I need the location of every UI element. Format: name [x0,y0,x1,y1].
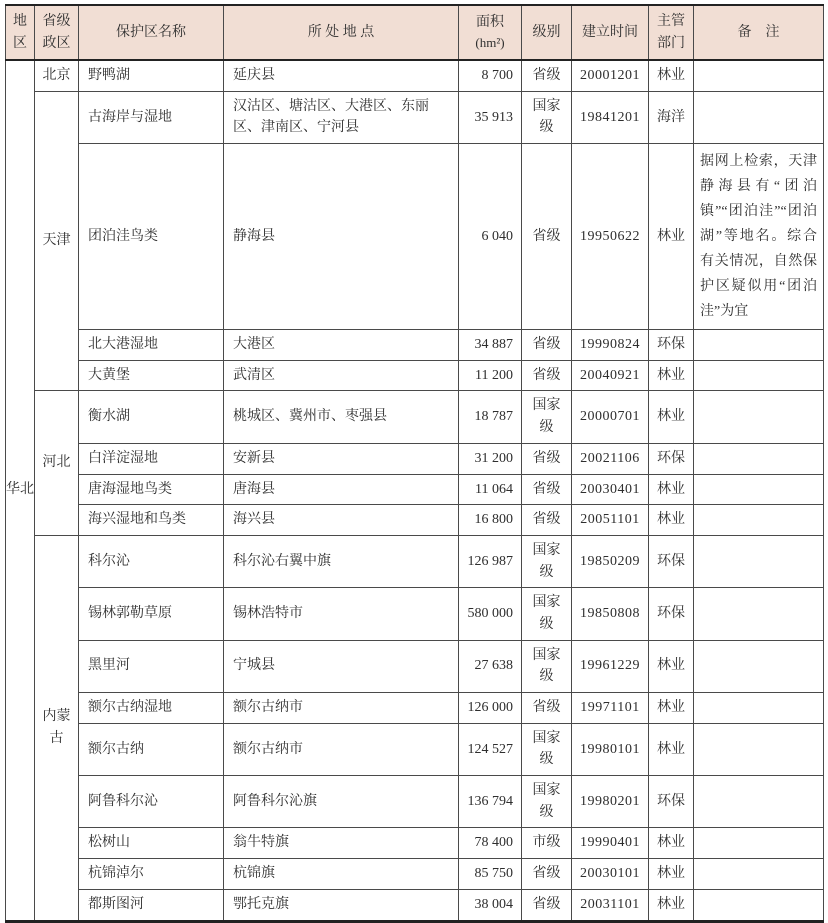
area-cell: 11 200 [459,360,522,391]
location-cell: 翁牛特旗 [224,828,459,859]
col-header-province: 省级政区 [35,5,79,60]
level-cell: 国家级 [522,776,572,828]
location-cell: 鄂托克旗 [224,889,459,921]
table-row [6,144,824,330]
department-cell: 环保 [649,588,694,640]
remark-cell [694,588,824,640]
table-row [6,535,824,587]
established-date-cell: 19850209 [572,535,649,587]
table-row [6,391,824,443]
reserve-name-cell: 额尔古纳 [79,723,224,775]
remark-cell [694,889,824,921]
level-cell: 省级 [522,144,572,330]
header-row [6,5,824,60]
area-cell: 124 527 [459,723,522,775]
remark-cell [694,535,824,587]
location-cell: 唐海县 [224,474,459,505]
table-row [6,474,824,505]
location-cell: 大港区 [224,330,459,361]
col-header-area [459,5,522,60]
department-cell: 林业 [649,505,694,536]
established-date-cell: 19850808 [572,588,649,640]
established-date-cell: 20040921 [572,360,649,391]
department-cell: 林业 [649,144,694,330]
province-cell: 天津 [35,91,79,391]
table-row [6,640,824,692]
area-cell: 126 987 [459,535,522,587]
col-header-date: 建立时间 [572,5,649,60]
col-header-name: 保护区名称 [79,5,224,60]
table-row [6,505,824,536]
level-cell: 省级 [522,60,572,91]
area-cell: 18 787 [459,391,522,443]
reserve-name-cell: 古海岸与湿地 [79,91,224,143]
department-cell: 林业 [649,391,694,443]
col-header-area-unit: (hm²) [475,35,505,51]
remark-cell [694,723,824,775]
level-cell: 国家级 [522,391,572,443]
established-date-cell: 19980201 [572,776,649,828]
reserve-name-cell: 团泊洼鸟类 [79,144,224,330]
table-body [6,60,824,921]
area-cell: 126 000 [459,693,522,724]
level-cell: 省级 [522,889,572,921]
level-cell: 国家级 [522,640,572,692]
table-row [6,776,824,828]
table-row [6,723,824,775]
area-cell: 38 004 [459,889,522,921]
reserve-name-cell: 松树山 [79,828,224,859]
level-cell: 省级 [522,330,572,361]
reserve-name-cell: 野鸭湖 [79,60,224,91]
reserve-name-cell: 衡水湖 [79,391,224,443]
col-header-level: 级别 [522,5,572,60]
location-cell: 锡林浩特市 [224,588,459,640]
col-header-dept: 主管部门 [649,5,694,60]
area-cell: 78 400 [459,828,522,859]
table-row [6,828,824,859]
reserve-name-cell: 额尔古纳湿地 [79,693,224,724]
col-header-region: 地区 [6,5,35,60]
department-cell: 林业 [649,828,694,859]
department-cell: 海洋 [649,91,694,143]
reserve-name-cell: 科尔沁 [79,535,224,587]
table-row [6,91,824,143]
reserve-name-cell: 唐海湿地鸟类 [79,474,224,505]
province-cell: 内蒙古 [35,535,79,921]
level-cell: 市级 [522,828,572,859]
location-cell: 额尔古纳市 [224,723,459,775]
nature-reserves-table [5,4,824,923]
established-date-cell: 19971101 [572,693,649,724]
established-date-cell: 20031101 [572,889,649,921]
remark-cell [694,443,824,474]
reserve-name-cell: 白洋淀湿地 [79,443,224,474]
established-date-cell: 20000701 [572,391,649,443]
reserve-name-cell: 海兴湿地和鸟类 [79,505,224,536]
level-cell: 国家级 [522,723,572,775]
remark-cell [694,474,824,505]
department-cell: 环保 [649,776,694,828]
table-row [6,443,824,474]
location-cell: 武清区 [224,360,459,391]
established-date-cell: 19990401 [572,828,649,859]
location-cell: 额尔古纳市 [224,693,459,724]
reserve-name-cell: 杭锦淖尔 [79,859,224,890]
nature-reserves-table-wrap [5,4,824,923]
location-cell: 静海县 [224,144,459,330]
department-cell: 林业 [649,889,694,921]
remark-cell [694,693,824,724]
location-cell: 杭锦旗 [224,859,459,890]
area-cell: 8 700 [459,60,522,91]
area-cell: 11 064 [459,474,522,505]
table-header [6,5,824,60]
established-date-cell: 19841201 [572,91,649,143]
established-date-cell: 19950622 [572,144,649,330]
location-cell: 海兴县 [224,505,459,536]
province-cell: 北京 [35,60,79,91]
level-cell: 国家级 [522,535,572,587]
established-date-cell: 19980101 [572,723,649,775]
established-date-cell: 20030101 [572,859,649,890]
department-cell: 林业 [649,859,694,890]
reserve-name-cell: 大黄堡 [79,360,224,391]
established-date-cell: 20021106 [572,443,649,474]
level-cell: 省级 [522,859,572,890]
col-header-location: 所 处 地 点 [224,5,459,60]
region-cell: 华北 [6,60,35,921]
remark-cell [694,91,824,143]
location-cell: 阿鲁科尔沁旗 [224,776,459,828]
department-cell: 林业 [649,640,694,692]
area-cell: 580 000 [459,588,522,640]
location-cell: 科尔沁右翼中旗 [224,535,459,587]
table-row [6,889,824,921]
reserve-name-cell: 黑里河 [79,640,224,692]
area-cell: 16 800 [459,505,522,536]
table-row [6,60,824,91]
reserve-name-cell: 阿鲁科尔沁 [79,776,224,828]
established-date-cell: 19961229 [572,640,649,692]
remark-cell [694,828,824,859]
remark-cell [694,776,824,828]
remark-cell [694,60,824,91]
department-cell: 林业 [649,723,694,775]
remark-cell [694,330,824,361]
level-cell: 省级 [522,693,572,724]
remark-cell [694,505,824,536]
department-cell: 环保 [649,535,694,587]
department-cell: 环保 [649,330,694,361]
established-date-cell: 20051101 [572,505,649,536]
location-cell: 延庆县 [224,60,459,91]
area-cell: 136 794 [459,776,522,828]
area-cell: 6 040 [459,144,522,330]
remark-cell [694,640,824,692]
col-header-remark: 备 注 [694,5,824,60]
col-header-area-label: 面积 [476,14,504,30]
location-cell: 桃城区、冀州市、枣强县 [224,391,459,443]
level-cell: 国家级 [522,588,572,640]
area-cell: 35 913 [459,91,522,143]
level-cell: 省级 [522,505,572,536]
reserve-name-cell: 都斯图河 [79,889,224,921]
established-date-cell: 20001201 [572,60,649,91]
department-cell: 林业 [649,693,694,724]
table-row [6,360,824,391]
level-cell: 省级 [522,360,572,391]
department-cell: 环保 [649,443,694,474]
location-cell: 宁城县 [224,640,459,692]
location-cell: 汉沽区、塘沽区、大港区、东丽区、津南区、宁河县 [224,91,459,143]
table-row [6,859,824,890]
reserve-name-cell: 锡林郭勒草原 [79,588,224,640]
level-cell: 省级 [522,443,572,474]
established-date-cell: 19990824 [572,330,649,361]
area-cell: 31 200 [459,443,522,474]
department-cell: 林业 [649,60,694,91]
reserve-name-cell: 北大港湿地 [79,330,224,361]
area-cell: 27 638 [459,640,522,692]
remark-cell: 据网上检索，天津静海县有“团泊镇”“团泊洼”“团泊湖”等地名。综合有关情况，自然保护区疑似用“团泊洼”为宜 [694,144,824,330]
level-cell: 国家级 [522,91,572,143]
department-cell: 林业 [649,474,694,505]
department-cell: 林业 [649,360,694,391]
remark-cell [694,360,824,391]
table-row [6,330,824,361]
location-cell: 安新县 [224,443,459,474]
table-row [6,693,824,724]
established-date-cell: 20030401 [572,474,649,505]
remark-cell [694,859,824,890]
area-cell: 85 750 [459,859,522,890]
area-cell: 34 887 [459,330,522,361]
level-cell: 省级 [522,474,572,505]
remark-cell [694,391,824,443]
province-cell: 河北 [35,391,79,535]
table-row [6,588,824,640]
